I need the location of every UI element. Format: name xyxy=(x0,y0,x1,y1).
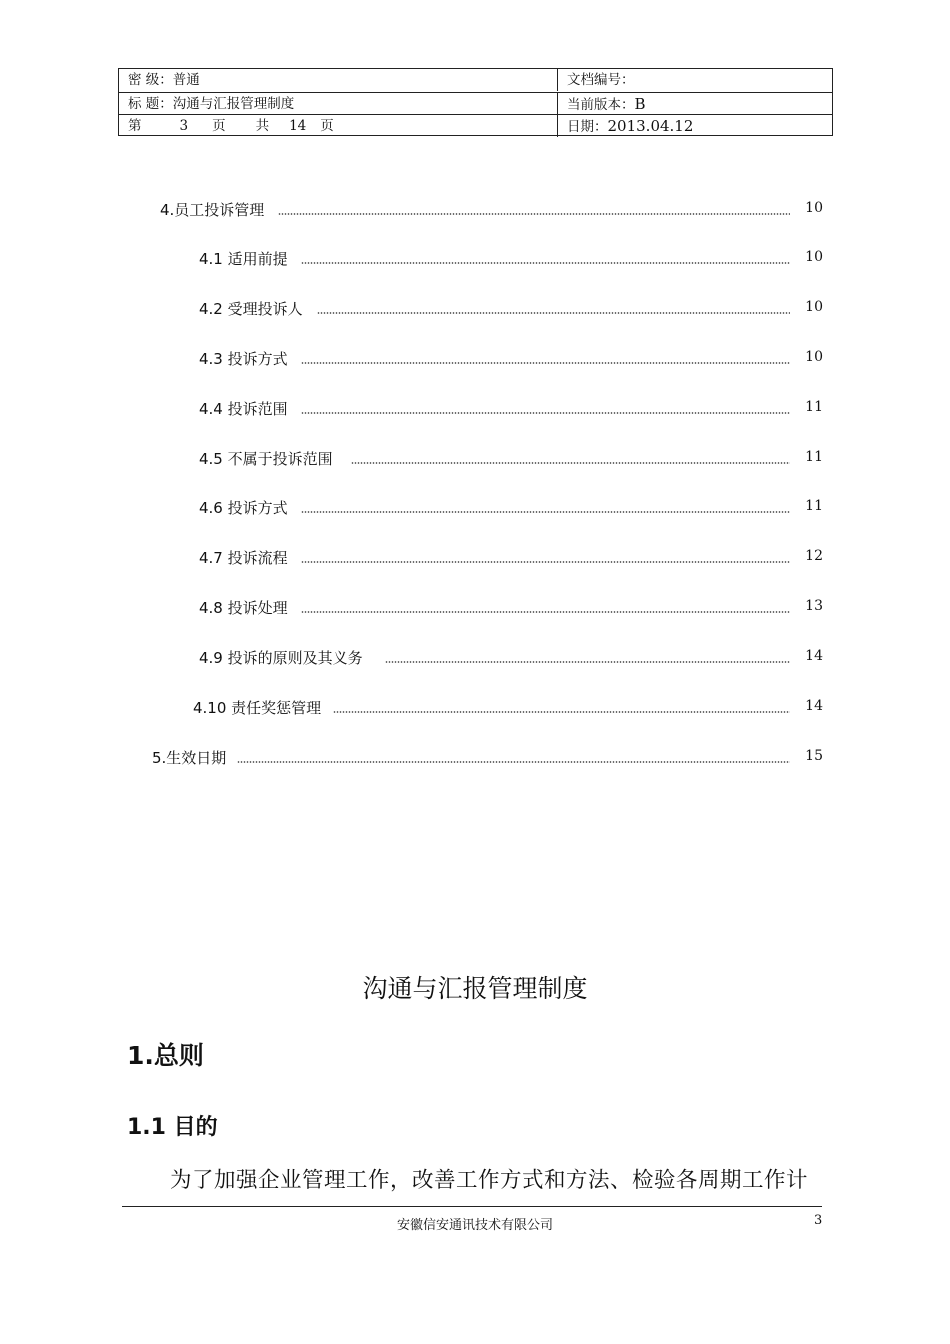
toc-page-number: 12 xyxy=(805,548,823,564)
toc-label: 4.10 责任奖惩管理 xyxy=(193,699,322,717)
toc-entry[interactable] xyxy=(199,448,825,470)
toc-entry[interactable] xyxy=(199,497,825,519)
toc-entry[interactable] xyxy=(199,298,825,320)
document-title: 沟通与汇报管理制度 xyxy=(362,974,588,1003)
footer-company-name: 安徽信安通讯技术有限公司 xyxy=(396,1218,553,1233)
toc-page-number: 10 xyxy=(805,299,823,315)
header-row-title xyxy=(119,92,832,115)
toc-entry[interactable] xyxy=(193,697,825,719)
toc-entry[interactable] xyxy=(199,398,825,420)
toc-page-number: 11 xyxy=(805,449,823,465)
classification-cell xyxy=(128,72,200,88)
version-cell xyxy=(567,96,646,113)
toc-entry[interactable] xyxy=(152,747,825,769)
classification-value: 普通 xyxy=(172,72,200,88)
toc-entry[interactable] xyxy=(199,547,825,569)
toc-page-number: 10 xyxy=(805,249,823,265)
toc-page-number: 11 xyxy=(805,399,823,415)
toc-page-number: 11 xyxy=(805,498,823,514)
toc-label: 4.1 适用前提 xyxy=(199,250,288,268)
toc-page-number: 13 xyxy=(805,598,823,614)
version-value: B xyxy=(634,94,646,113)
doc-number-label: 文档编号： xyxy=(567,72,635,88)
toc-page-number: 15 xyxy=(805,748,823,764)
footer-divider xyxy=(122,1206,822,1207)
body-paragraph: 为了加强企业管理工作，改善工作方式和方法、检验各周期工作计 xyxy=(170,1168,809,1193)
toc-entry[interactable] xyxy=(199,248,825,270)
total-unit: 页 xyxy=(320,118,334,134)
page-prefix: 第 xyxy=(128,118,142,134)
date-cell xyxy=(567,118,693,135)
page-current: 3 xyxy=(179,118,189,134)
toc-entry[interactable] xyxy=(199,597,825,619)
toc-label: 4.6 投诉方式 xyxy=(199,499,288,517)
toc-label: 5.生效日期 xyxy=(152,749,227,767)
toc-label: 4.9 投诉的原则及其义务 xyxy=(199,649,363,667)
toc-entry[interactable] xyxy=(199,647,825,669)
toc-page-number: 14 xyxy=(805,648,823,664)
date-label: 日期： xyxy=(567,119,608,135)
subsection-heading: 1.1 目的 xyxy=(127,1115,218,1140)
title-value: 沟通与汇报管理制度 xyxy=(172,95,295,112)
page-unit: 页 xyxy=(212,118,226,134)
toc-label: 4.8 投诉处理 xyxy=(199,599,288,617)
title-cell xyxy=(128,96,294,112)
header-row-pages xyxy=(119,114,832,137)
toc-page-number: 10 xyxy=(805,200,823,216)
page-total: 14 xyxy=(289,118,307,134)
toc-page-number: 10 xyxy=(805,349,823,365)
toc-label: 4.5 不属于投诉范围 xyxy=(199,450,333,468)
title-label: 标 题： xyxy=(128,95,173,112)
toc-entry[interactable] xyxy=(160,199,825,221)
document-header-table xyxy=(118,68,833,136)
doc-number-cell xyxy=(567,72,635,88)
section-heading: 1.总则 xyxy=(127,1041,204,1070)
toc-label: 4.4 投诉范围 xyxy=(199,400,288,418)
toc-page-number: 14 xyxy=(805,698,823,714)
toc-label: 4.3 投诉方式 xyxy=(199,350,288,368)
classification-label: 密 级： xyxy=(128,72,173,88)
toc-entry[interactable] xyxy=(199,348,825,370)
version-label: 当前版本： xyxy=(567,96,635,113)
page-info-cell xyxy=(128,118,334,134)
toc-label: 4.2 受理投诉人 xyxy=(199,300,303,318)
toc-label: 4.7 投诉流程 xyxy=(199,549,288,567)
date-value: 2013.04.12 xyxy=(607,117,694,135)
total-prefix: 共 xyxy=(255,118,270,134)
toc-label: 4.员工投诉管理 xyxy=(160,201,265,219)
footer-page-number: 3 xyxy=(814,1213,823,1228)
header-row-classification xyxy=(119,69,832,91)
